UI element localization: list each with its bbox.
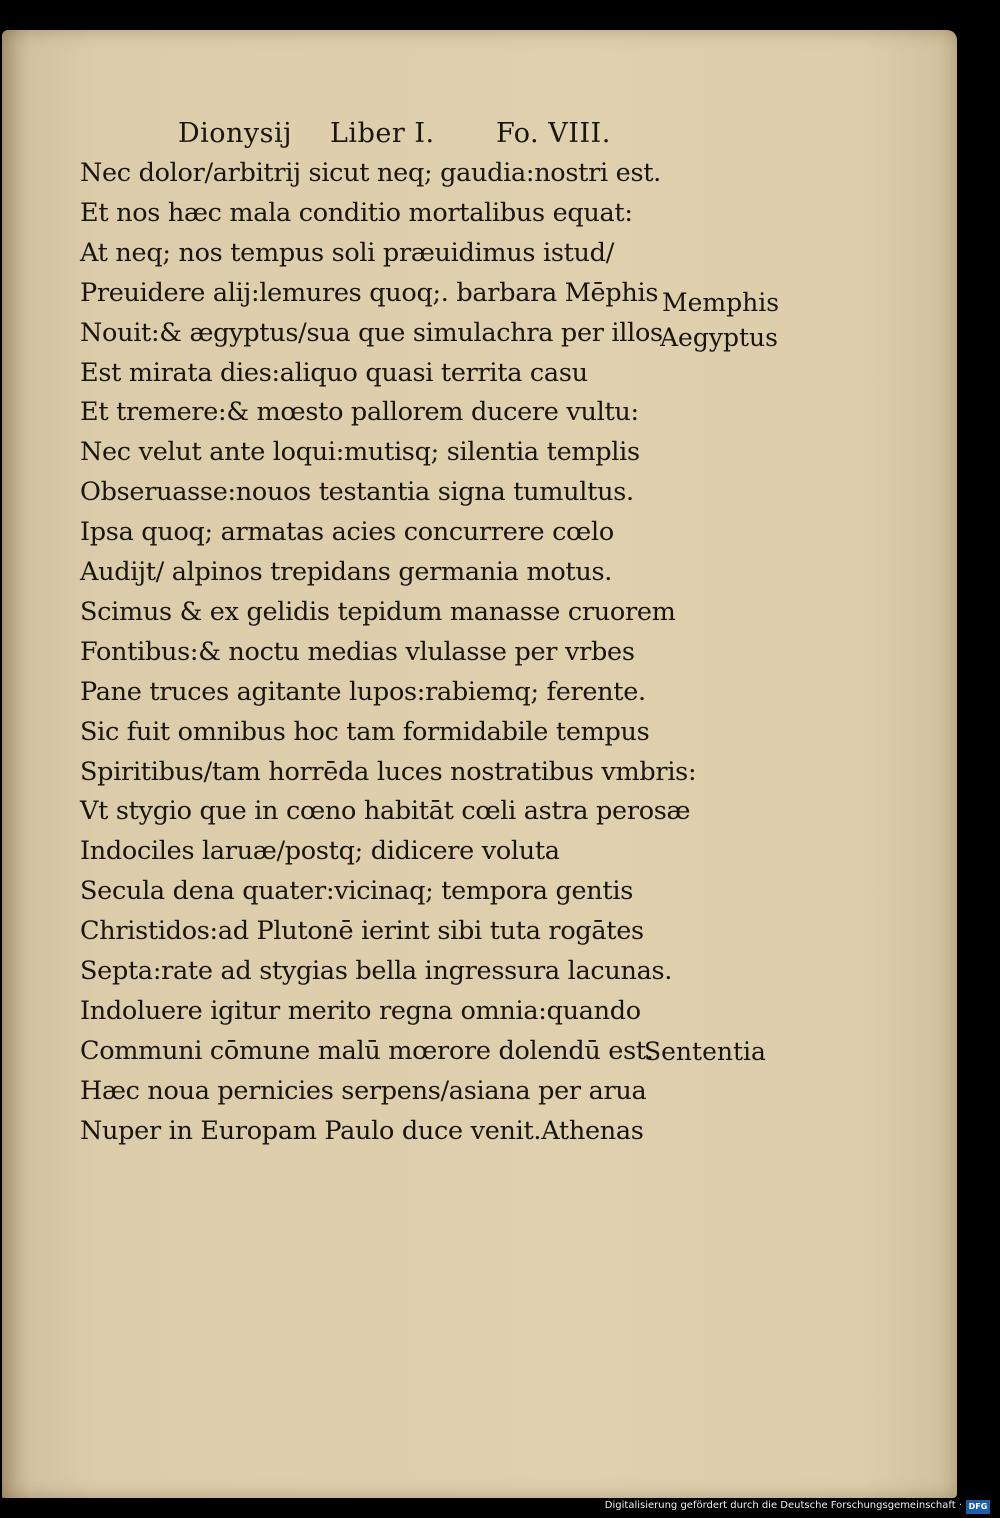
verse-line: Hæc noua pernicies serpens/asiana per arua: [80, 1076, 647, 1106]
verse-line: Indoluere igitur merito regna omnia:quando: [80, 996, 641, 1026]
verse-line: Scimus & ex gelidis tepidum manasse cruorem: [80, 597, 676, 627]
verse-line: Est mirata dies:aliquo quasi territa casu: [80, 358, 588, 388]
verse-line: Et nos hæc mala conditio mortalibus equat:: [80, 198, 633, 228]
verse-line: Christidos:ad Plutonē ierint sibi tuta rogātes: [80, 916, 644, 946]
running-head-book: Liber I.: [330, 118, 435, 149]
verse-line: Sic fuit omnibus hoc tam formidabile tempus: [80, 717, 650, 747]
margin-note-sententia: Sententia: [644, 1037, 766, 1066]
verse-line: Communi cōmune malū mœrore dolendū est.: [80, 1036, 654, 1066]
margin-note-memphis: Memphis: [662, 288, 780, 317]
margin-note-aegyptus: Aegyptus: [660, 323, 778, 352]
digitization-credit: Digitalisierung gefördert durch die Deutsche Forschungsgemeinschaft ·: [604, 1500, 962, 1511]
verse-line: Preuidere alij:lemures quoq;. barbara Mēphis: [80, 278, 659, 308]
running-head-author: Dionysij: [178, 118, 293, 149]
verse-line: Septa:rate ad stygias bella ingressura lacunas.: [80, 956, 673, 986]
verse-line: Et tremere:& mœsto pallorem ducere vultu:: [80, 397, 639, 427]
verse-line: Obseruasse:nouos testantia signa tumultus.: [80, 477, 634, 507]
verse-line: Indociles laruæ/postq; didicere voluta: [80, 836, 560, 866]
verse-line: Vt stygio que in cœno habitāt cœli astra perosæ: [80, 796, 691, 826]
dfg-logo: DFG: [966, 1500, 990, 1514]
verse-line: Nec dolor/arbitrij sicut neq; gaudia:nostri est.: [80, 158, 661, 188]
verse-line: Ipsa quoq; armatas acies concurrere cœlo: [80, 517, 614, 547]
verse-line: Pane truces agitante lupos:rabiemq; ferente.: [80, 677, 646, 707]
verse-line: Nec velut ante loqui:mutisq; silentia templis: [80, 437, 640, 467]
verse-line: Fontibus:& noctu medias vlulasse per vrbes: [80, 637, 635, 667]
folio-number: Fo. VIII.: [496, 118, 611, 149]
verse-line: Nuper in Europam Paulo duce venit.Athenas: [80, 1116, 644, 1146]
verse-line: Audijt/ alpinos trepidans germania motus.: [80, 557, 613, 587]
verse-line: At neq; nos tempus soli præuidimus istud/: [80, 238, 614, 268]
verse-line: Spiritibus/tam horrēda luces nostratibus vmbris:: [80, 757, 697, 787]
verse-line: Nouit:& ægyptus/sua que simulachra per illos: [80, 318, 663, 348]
verse-line: Secula dena quater:vicinaq; tempora gentis: [80, 876, 634, 906]
